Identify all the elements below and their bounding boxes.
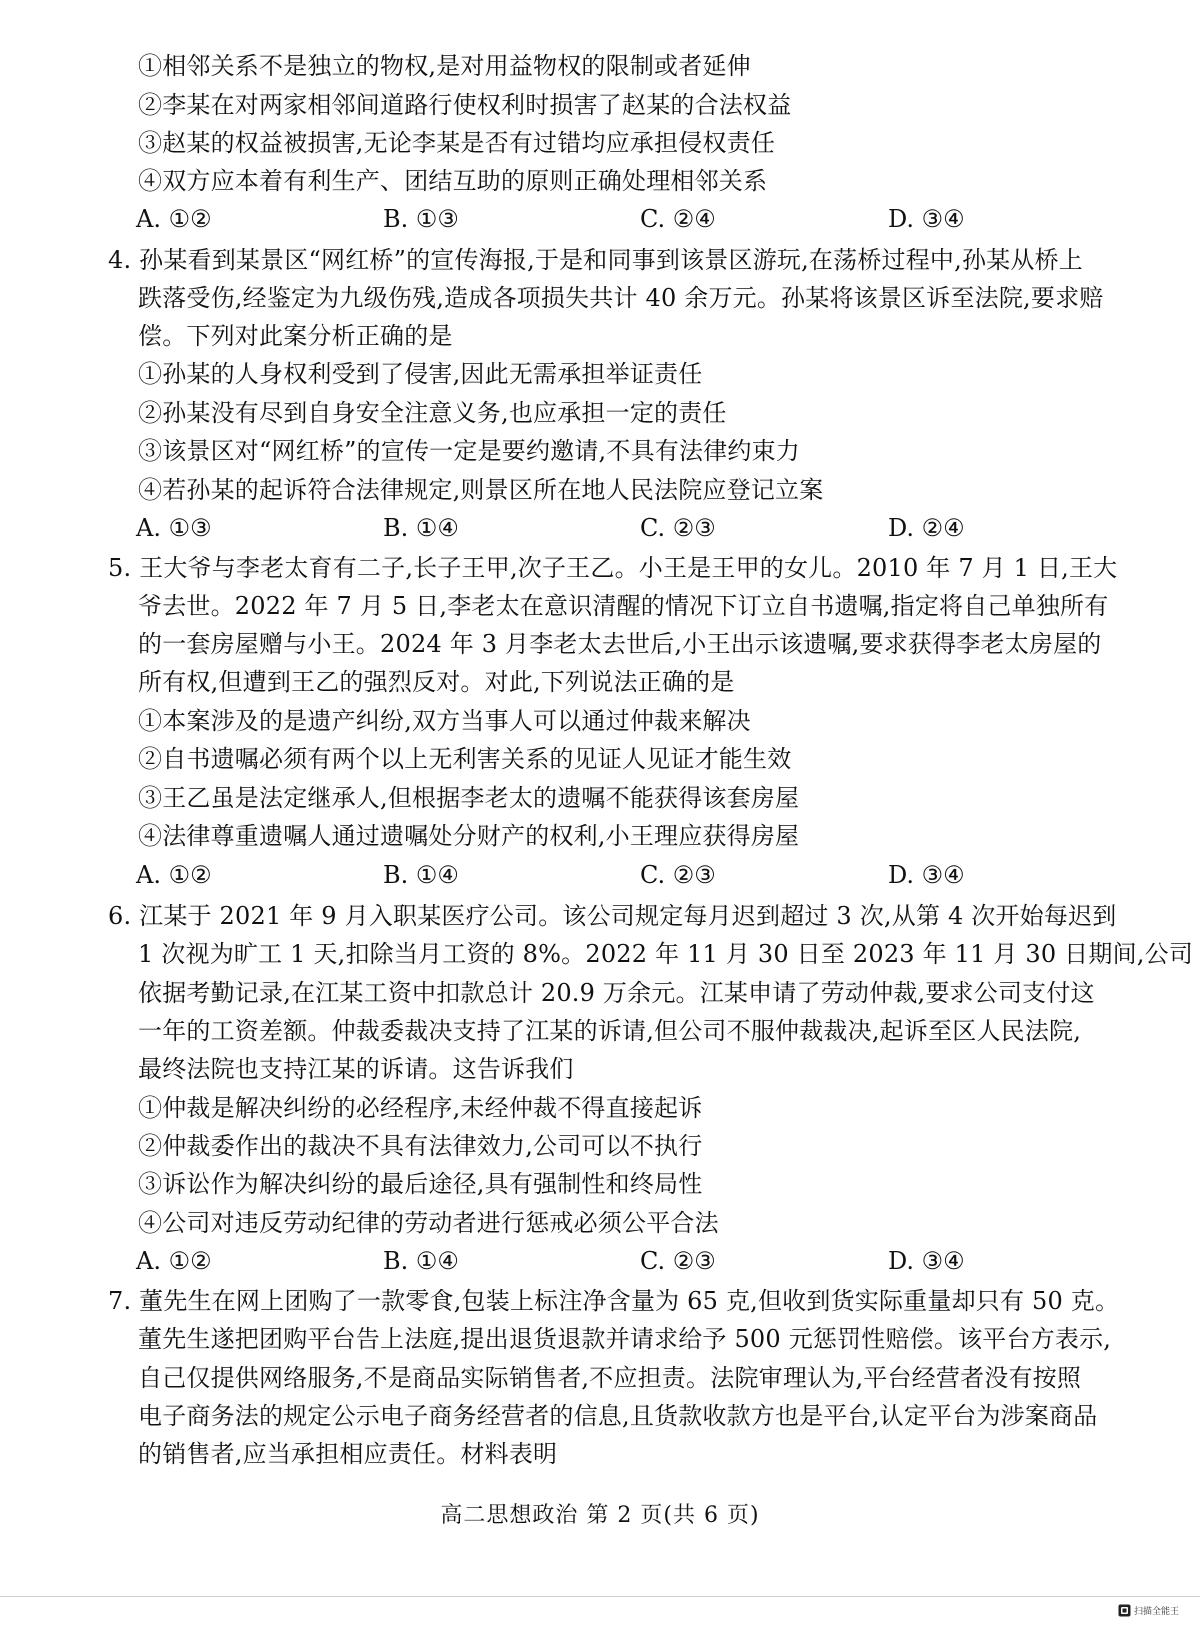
q7-stem-line-2: 董先生遂把团购平台告上法庭,提出退货退款并请求给予 500 元惩罚性赔偿。该平台方表示, <box>138 1325 1112 1353</box>
q4-stem-line-1: 4. 孙某看到某景区“网红桥”的宣传海报,于是和同事到该景区游玩,在荡桥过程中,孙某从桥上 <box>108 246 1083 274</box>
q4-option-c: C. ②③ <box>640 514 716 542</box>
q5-option-b: B. ①④ <box>383 861 459 889</box>
page-footer: 高二思想政治 第 2 页(共 6 页) <box>440 1503 760 1528</box>
q5-option-d: D. ③④ <box>888 861 965 889</box>
q5-item-2: ②自书遗嘱必须有两个以上无利害关系的见证人见证才能生效 <box>138 745 792 773</box>
q5-stem-line-3: 的一套房屋赠与小王。2024 年 3 月李老太去世后,小王出示该遗嘱,要求获得李老太房屋的 <box>138 630 1102 658</box>
q3-item-4: ④双方应本着有利生产、团结互助的原则正确处理相邻关系 <box>138 167 768 195</box>
q4-option-b: B. ①④ <box>383 514 459 542</box>
q5-item-1: ①本案涉及的是遗产纠纷,双方当事人可以通过仲裁来解决 <box>138 707 751 735</box>
q6-option-b: B. ①④ <box>383 1247 459 1275</box>
q6-item-1: ①仲裁是解决纠纷的必经程序,未经仲裁不得直接起诉 <box>138 1094 703 1122</box>
q6-stem-line-3: 依据考勤记录,在江某工资中扣款总计 20.9 万余元。江某申请了劳动仲裁,要求公司支付这 <box>138 979 1095 1007</box>
q4-option-d: D. ②④ <box>888 514 965 542</box>
q6-option-c: C. ②③ <box>640 1247 716 1275</box>
q6-stem-line-4: 一年的工资差额。仲裁委裁决支持了江某的诉请,但公司不服仲裁裁决,起诉至区人民法院, <box>138 1017 1082 1045</box>
q5-stem-line-2: 爷去世。2022 年 7 月 5 日,李老太在意识清醒的情况下订立自书遗嘱,指定将自己单独所有 <box>138 592 1109 620</box>
q6-stem-line-1: 6. 江某于 2021 年 9 月入职某医疗公司。该公司规定每月迟到超过 3 次,从第 4 次开始每迟到 <box>108 902 1117 930</box>
q4-item-4: ④若孙某的起诉符合法律规定,则景区所在地人民法院应登记立案 <box>138 476 824 504</box>
q6-item-3: ③诉讼作为解决纠纷的最后途径,具有强制性和终局性 <box>138 1170 703 1198</box>
q7-stem-line-4: 电子商务法的规定公示电子商务经营者的信息,且货款收款方也是平台,认定平台为涉案商品 <box>138 1402 1098 1430</box>
q4-stem-line-2: 跌落受伤,经鉴定为九级伤残,造成各项损失共计 40 余万元。孙某将该景区诉至法院,要求赔 <box>138 284 1104 312</box>
q6-stem-line-5: 最终法院也支持江某的诉请。这告诉我们 <box>138 1055 574 1083</box>
footer-divider <box>0 1596 1200 1597</box>
q7-stem-line-1: 7. 董先生在网上团购了一款零食,包装上标注净含量为 65 克,但收到货实际重量却只有 50 克。 <box>108 1287 1120 1315</box>
q6-item-2: ②仲裁委作出的裁决不具有法律效力,公司可以不执行 <box>138 1132 703 1160</box>
q3-option-b: B. ①③ <box>383 205 459 233</box>
q5-item-4: ④法律尊重遗嘱人通过遗嘱处分财产的权利,小王理应获得房屋 <box>138 822 800 850</box>
q7-stem-line-3: 自己仅提供网络服务,不是商品实际销售者,不应担责。法院审理认为,平台经营者没有按照 <box>138 1364 1082 1392</box>
q3-option-d: D. ③④ <box>888 205 965 233</box>
q5-option-c: C. ②③ <box>640 861 716 889</box>
scanner-app-icon <box>1118 1604 1131 1617</box>
q4-option-a: A. ①③ <box>136 514 212 542</box>
q4-stem-line-3: 偿。下列对此案分析正确的是 <box>138 322 453 350</box>
q5-stem-line-4: 所有权,但遭到王乙的强烈反对。对此,下列说法正确的是 <box>138 668 735 696</box>
q4-item-3: ③该景区对“网红桥”的宣传一定是要约邀请,不具有法律约束力 <box>138 437 800 465</box>
q3-option-c: C. ②④ <box>640 205 716 233</box>
q6-item-4: ④公司对违反劳动纪律的劳动者进行惩戒必须公平合法 <box>138 1209 719 1237</box>
q6-option-d: D. ③④ <box>888 1247 965 1275</box>
q3-item-3: ③赵某的权益被损害,无论李某是否有过错均应承担侵权责任 <box>138 129 776 157</box>
q4-item-2: ②孙某没有尽到自身安全注意义务,也应承担一定的责任 <box>138 399 727 427</box>
q5-option-a: A. ①② <box>136 861 212 889</box>
q4-item-1: ①孙某的人身权利受到了侵害,因此无需承担举证责任 <box>138 360 703 388</box>
scanner-app-label: 扫描全能王 <box>1134 1606 1180 1617</box>
q3-option-a: A. ①② <box>136 205 212 233</box>
q5-item-3: ③王乙虽是法定继承人,但根据李老太的遗嘱不能获得该套房屋 <box>138 784 800 812</box>
q5-stem-line-1: 5. 王大爷与李老太育有二子,长子王甲,次子王乙。小王是王甲的女儿。2010 年 7 月 1 日,王大 <box>108 554 1118 582</box>
q3-item-2: ②李某在对两家相邻间道路行使权利时损害了赵某的合法权益 <box>138 91 792 119</box>
q6-option-a: A. ①② <box>136 1247 212 1275</box>
q7-stem-line-5: 的销售者,应当承担相应责任。材料表明 <box>138 1440 558 1468</box>
q3-item-1: ①相邻关系不是独立的物权,是对用益物权的限制或者延伸 <box>138 52 751 80</box>
q6-stem-line-2: 1 次视为旷工 1 天,扣除当月工资的 8%。2022 年 11 月 30 日至 2023 年 11 月 30 日期间,公司 <box>138 940 1194 968</box>
scanner-watermark <box>1118 1600 1196 1620</box>
